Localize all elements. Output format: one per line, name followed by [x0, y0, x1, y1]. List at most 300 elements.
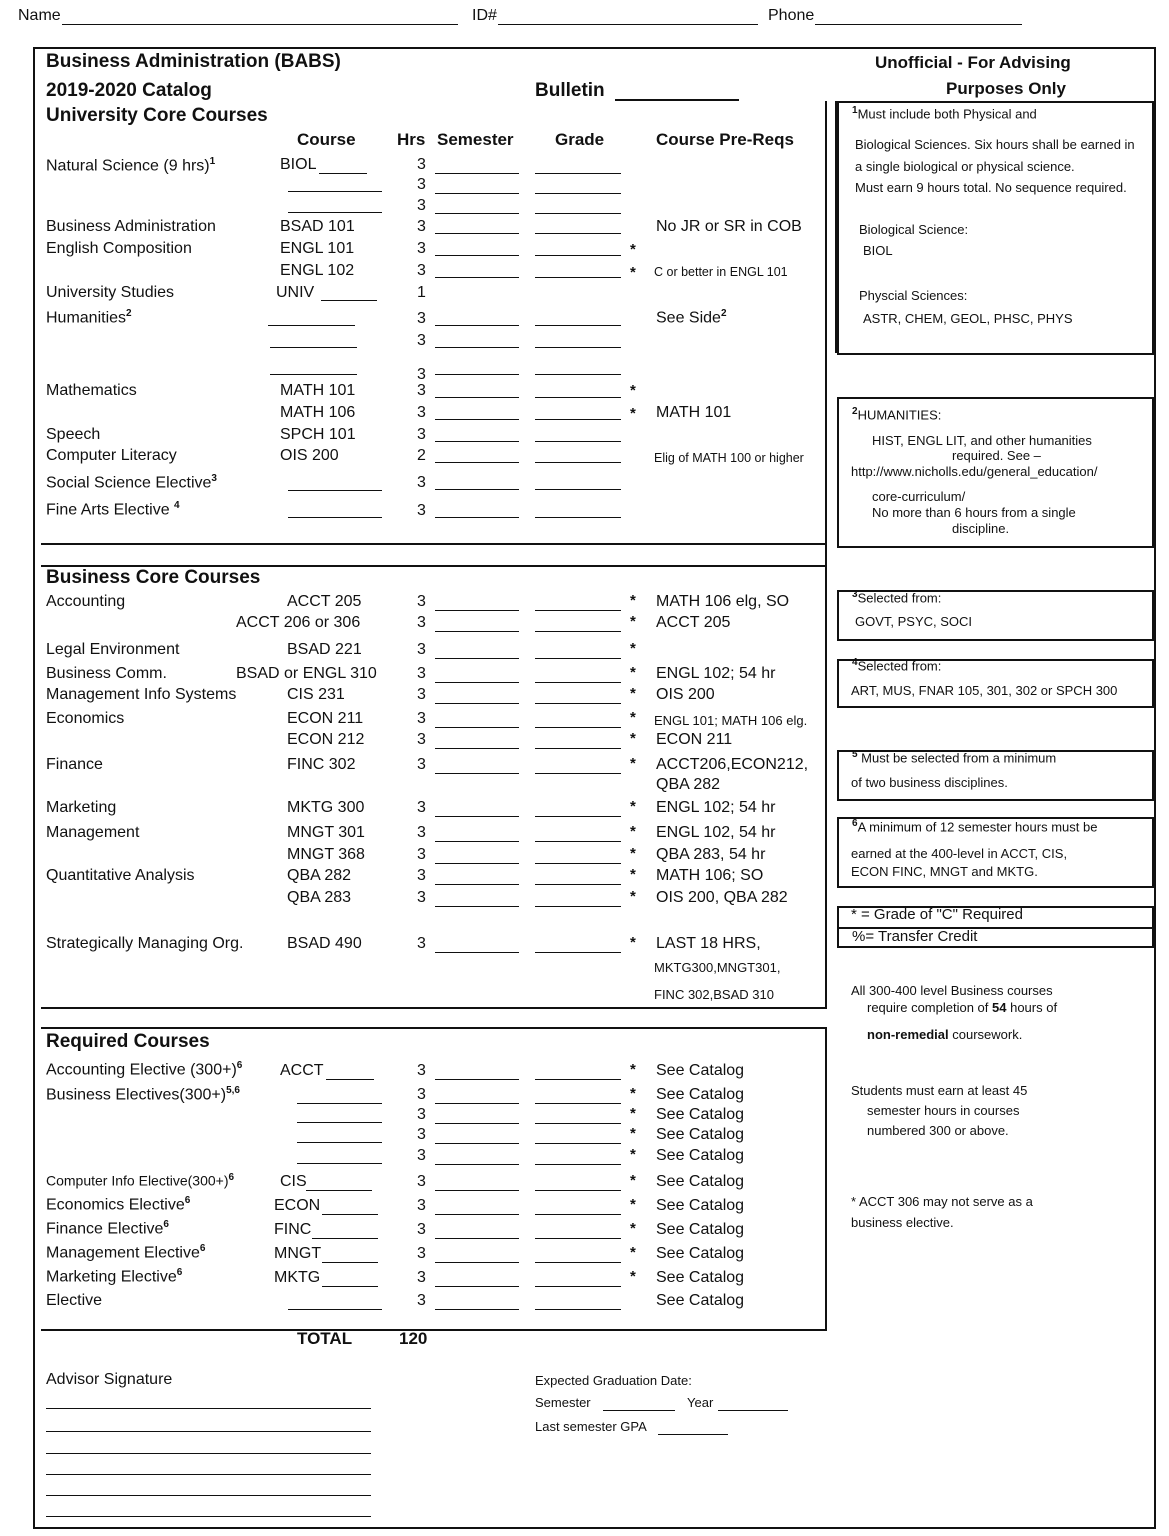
business-admin-label: Business Administration [46, 218, 216, 235]
form-line-field[interactable] [535, 773, 621, 774]
prereq: MATH 106; SO [656, 867, 764, 884]
signature-line[interactable] [46, 1431, 371, 1432]
form-line-field[interactable] [535, 841, 621, 842]
note-2-line-7: discipline. [952, 521, 1010, 536]
hrs-value: 3 [417, 1086, 426, 1103]
divider [41, 543, 827, 545]
grade-c-required-marker: * [630, 709, 636, 726]
form-line-field[interactable] [435, 1262, 519, 1263]
note-5-line-1: $^5$ Must be selected from a minimum [852, 749, 1057, 766]
note-2-line-3: required. See – [952, 448, 1041, 463]
form-line-field[interactable] [435, 1214, 519, 1215]
col-course: Course [297, 130, 356, 149]
prereq: ENGL 101; MATH 106 elg. [654, 713, 808, 728]
id-field[interactable] [498, 24, 758, 25]
hrs-value: 3 [417, 218, 426, 235]
hrs-value: 3 [417, 240, 426, 257]
course-field[interactable] [322, 1286, 378, 1287]
required-heading: Required Courses [46, 1031, 210, 1052]
hrs-value: 3 [417, 710, 426, 727]
see-catalog: See Catalog [656, 1269, 745, 1286]
hrs-value: 3 [417, 1106, 426, 1123]
form-line-field[interactable] [535, 233, 621, 234]
prereq: ENGL 102, 54 hr [656, 824, 776, 841]
hrs-value: 3 [417, 197, 426, 214]
form-line-field[interactable] [535, 1103, 621, 1104]
grade-c-required-marker: * [630, 866, 636, 883]
grade-c-required-marker: * [630, 592, 636, 609]
hrs-value: 3 [417, 846, 426, 863]
form-line-field[interactable] [535, 727, 621, 728]
form-line-field[interactable] [435, 1164, 519, 1165]
hrs-value: 3 [417, 824, 426, 841]
hrs-value: 3 [417, 474, 426, 491]
course-field[interactable] [312, 1238, 378, 1239]
policy-45-line-1: Students must earn at least 45 [851, 1083, 1028, 1098]
business-core-course: BSAD 221 [287, 641, 362, 658]
form-line-field[interactable] [435, 1123, 519, 1124]
form-line-field[interactable] [435, 213, 519, 214]
grade-c-required-marker: * [630, 1105, 636, 1122]
form-line-field[interactable] [535, 884, 621, 885]
course-field[interactable] [297, 1163, 382, 1164]
note-2-line-1: $^2$HUMANITIES: [852, 406, 942, 423]
speech-label: Speech [46, 426, 101, 443]
business-core-course: QBA 282 [287, 867, 352, 884]
form-line-field[interactable] [435, 773, 519, 774]
signature-line[interactable] [46, 1516, 371, 1517]
natural-science-course: BIOL [280, 156, 317, 173]
acct-elective-course: ACCT [280, 1062, 324, 1079]
form-line-field[interactable] [435, 419, 519, 420]
hrs-value: 3 [417, 1062, 426, 1079]
course-field[interactable] [270, 347, 357, 348]
form-line-field[interactable] [435, 233, 519, 234]
form-line-field[interactable] [435, 173, 519, 174]
form-line-field[interactable] [435, 863, 519, 864]
note-4-line-2: ART, MUS, FNAR 105, 301, 302 or SPCH 300 [851, 683, 1118, 698]
hrs-value: 3 [417, 731, 426, 748]
form-line-field[interactable] [435, 255, 519, 256]
prereq: LAST 18 HRS, [656, 935, 761, 952]
see-catalog: See Catalog [656, 1292, 745, 1309]
form-line-field[interactable] [535, 1309, 621, 1310]
note-6-line-1: $^6$A minimum of 12 semester hours must be [852, 818, 1098, 835]
form-line-field[interactable] [435, 952, 519, 953]
course-field[interactable] [268, 325, 355, 326]
form-line-field[interactable] [535, 374, 621, 375]
course-field[interactable] [319, 173, 367, 174]
prereq: MATH 106 elg, SO [656, 593, 790, 610]
form-line-field[interactable] [535, 682, 621, 683]
form-line-field[interactable] [435, 1079, 519, 1080]
humanities-label: Humanities$^2$ [46, 308, 132, 327]
signature-line[interactable] [46, 1495, 371, 1496]
prereq: OIS 200, QBA 282 [656, 889, 788, 906]
note-1-bio: BIOL [863, 243, 893, 258]
form-line-field[interactable] [535, 610, 621, 611]
business-core-label: Marketing [46, 799, 117, 816]
phone-field[interactable] [815, 24, 1022, 25]
business-core-course: FINC 302 [287, 756, 356, 773]
grade-c-required-marker: * [630, 1146, 636, 1163]
mktg-elective-label: Marketing Elective$^6$ [46, 1267, 183, 1286]
business-core-label: Accounting [46, 593, 126, 610]
hrs-value: 3 [417, 935, 426, 952]
year-label: Year [687, 1395, 714, 1410]
hrs-value: 3 [417, 1147, 426, 1164]
form-line-field[interactable] [435, 682, 519, 683]
business-core-course: ACCT 206 or 306 [236, 614, 361, 631]
business-core-label: Legal Environment [46, 641, 180, 658]
grade-c-required-marker: * [630, 934, 636, 951]
course-field[interactable] [321, 300, 377, 301]
business-core-course: BSAD 490 [287, 935, 362, 952]
prereq: ENGL 102; 54 hr [656, 799, 776, 816]
form-line-field[interactable] [535, 489, 621, 490]
form-line-field[interactable] [535, 213, 621, 214]
name-field[interactable] [62, 24, 458, 25]
form-line-field[interactable] [435, 441, 519, 442]
hrs-value: 3 [417, 176, 426, 193]
form-line-field[interactable] [435, 277, 519, 278]
form-line-field[interactable] [535, 462, 621, 463]
hrs-value: 3 [417, 1197, 426, 1214]
policy-54-line-2: require completion of 54 hours of [867, 1000, 1058, 1015]
grade-c-required-marker: * [630, 382, 636, 399]
form-line-field[interactable] [535, 1238, 621, 1239]
grade-c-required-marker: * [630, 241, 636, 258]
business-core-label: Management [46, 824, 140, 841]
prereq: OIS 200 [656, 686, 715, 703]
grad-year-field[interactable] [718, 1410, 788, 1411]
semester-label: Semester [535, 1395, 591, 1410]
form-line-field[interactable] [535, 631, 621, 632]
form-line-field[interactable] [535, 193, 621, 194]
program-title: Business Administration (BABS) [46, 51, 341, 72]
hrs-value: 3 [417, 366, 426, 383]
prereq: MATH 101 [656, 404, 732, 421]
grade-c-required-marker: * [630, 845, 636, 862]
hrs-value: 3 [417, 502, 426, 519]
form-line-field[interactable] [435, 462, 519, 463]
hrs-value: 3 [417, 1245, 426, 1262]
grade-c-required-marker: * [630, 685, 636, 702]
form-line-field[interactable] [435, 517, 519, 518]
grade-c-required-marker: * [630, 264, 636, 281]
form-line-field[interactable] [435, 631, 519, 632]
form-line-field[interactable] [535, 952, 621, 953]
form-line-field[interactable] [535, 1123, 621, 1124]
form-line-field[interactable] [435, 1309, 519, 1310]
unofficial-line1: Unofficial - For Advising [875, 53, 1071, 72]
expected-grad-label: Expected Graduation Date: [535, 1373, 692, 1388]
form-line-field[interactable] [535, 419, 621, 420]
cis-elective-course: CIS [280, 1173, 307, 1190]
econ-elective-label: Economics Elective$^6$ [46, 1195, 191, 1214]
grade-c-required-marker: * [630, 1268, 636, 1285]
prereq: ECON 211 [656, 731, 733, 748]
grad-semester-field[interactable] [603, 1410, 675, 1411]
hrs-value: 3 [417, 799, 426, 816]
course-field[interactable] [326, 1079, 374, 1080]
form-line-field[interactable] [535, 1262, 621, 1263]
form-line-field[interactable] [435, 841, 519, 842]
form-line-field[interactable] [535, 748, 621, 749]
hrs-value: 2 [417, 447, 426, 464]
form-line-field[interactable] [435, 816, 519, 817]
prereq: ENGL 102; 54 hr [656, 665, 776, 682]
see-catalog: See Catalog [656, 1147, 745, 1164]
course-field[interactable] [288, 191, 382, 192]
form-line-field[interactable] [535, 1286, 621, 1287]
name-label: Name [18, 7, 61, 24]
form-line-field[interactable] [535, 517, 621, 518]
grade-c-required-marker: * [630, 1085, 636, 1102]
note-6-line-3: ECON FINC, MNGT and MKTG. [851, 864, 1038, 879]
english-label: English Composition [46, 240, 192, 257]
acct306-line-2: business elective. [851, 1215, 954, 1230]
hrs-value: 3 [417, 426, 426, 443]
business-core-label: Finance [46, 756, 103, 773]
last-gpa-label: Last semester GPA [535, 1419, 647, 1434]
grade-c-required-marker: * [630, 664, 636, 681]
grade-c-required-marker: * [630, 1244, 636, 1261]
form-line-field[interactable] [535, 906, 621, 907]
course-field[interactable] [297, 1122, 382, 1123]
form-line-field[interactable] [435, 748, 519, 749]
col-prereqs: Course Pre-Reqs [656, 130, 794, 149]
form-line-field[interactable] [435, 1143, 519, 1144]
elective-label: Elective [46, 1292, 103, 1309]
form-line-field[interactable] [535, 1190, 621, 1191]
form-line-field[interactable] [435, 1286, 519, 1287]
see-catalog: See Catalog [656, 1221, 745, 1238]
id-label: ID# [472, 7, 497, 24]
grade-c-required-marker: * [630, 1125, 636, 1142]
form-line-field[interactable] [535, 703, 621, 704]
total-value: 120 [399, 1329, 428, 1348]
hrs-value: 3 [417, 262, 426, 279]
form-line-field[interactable] [435, 325, 519, 326]
form-line-field[interactable] [535, 658, 621, 659]
legend-transfer: %= Transfer Credit [852, 928, 978, 945]
form-line-field[interactable] [435, 727, 519, 728]
grade-c-required-marker: * [630, 730, 636, 747]
form-line-field[interactable] [435, 1238, 519, 1239]
see-catalog: See Catalog [656, 1245, 745, 1262]
math-course-2: MATH 106 [280, 404, 356, 421]
grade-c-required-marker: * [630, 613, 636, 630]
mngt-elective-label: Management Elective$^6$ [46, 1243, 206, 1262]
business-core-course: BSAD or ENGL 310 [236, 665, 377, 682]
form-line-field[interactable] [435, 347, 519, 348]
business-core-course: MKTG 300 [287, 799, 365, 816]
legend-grade-c: * = Grade of "C" Required [851, 906, 1023, 923]
policy-45-line-3: numbered 300 or above. [867, 1123, 1009, 1138]
finc-elective-course: FINC [274, 1221, 312, 1238]
hrs-value: 3 [417, 1173, 426, 1190]
course-field[interactable] [288, 490, 382, 491]
hrs-value: 3 [417, 382, 426, 399]
policy-45-line-2: semester hours in courses [867, 1103, 1020, 1118]
hrs-value: 3 [417, 156, 426, 173]
gpa-field[interactable] [658, 1434, 728, 1435]
form-line-field[interactable] [535, 347, 621, 348]
prereq: ACCT206,ECON212, [656, 756, 809, 773]
business-core-label: Economics [46, 710, 125, 727]
see-catalog: See Catalog [656, 1086, 745, 1103]
prereq: C or better in ENGL 101 [654, 265, 788, 279]
note-3-line-1: $^3$Selected from: [852, 589, 942, 606]
form-line-field[interactable] [435, 703, 519, 704]
hrs-value: 3 [417, 665, 426, 682]
grade-c-required-marker: * [630, 823, 636, 840]
course-field[interactable] [297, 1142, 382, 1143]
course-field[interactable] [322, 1262, 378, 1263]
mngt-elective-course: MNGT [274, 1245, 322, 1262]
grade-c-required-marker: * [630, 1220, 636, 1237]
bus-electives-label: Business $Electives(300+)^{5,6}$ [46, 1085, 240, 1104]
mathematics-label: Mathematics [46, 382, 137, 399]
mktg-elective-course: MKTG [274, 1269, 321, 1286]
note-3-line-2: GOVT, PSYC, SOCI [855, 614, 973, 629]
note-1-phys: ASTR, CHEM, GEOL, PHSC, PHYS [863, 311, 1073, 326]
policy-54-line-1: All 300-400 level Business courses [851, 983, 1053, 998]
form-line-field[interactable] [535, 1143, 621, 1144]
form-line-field[interactable] [535, 1164, 621, 1165]
course-field[interactable] [297, 1103, 382, 1104]
grade-c-required-marker: * [630, 1061, 636, 1078]
hrs-value: 3 [417, 867, 426, 884]
see-catalog: See Catalog [656, 1062, 745, 1079]
acct306-line-1: * ACCT 306 may not serve as a [851, 1194, 1033, 1209]
business-core-course: ECON 212 [287, 731, 365, 748]
see-catalog: See Catalog [656, 1197, 745, 1214]
hrs-value: 3 [417, 332, 426, 349]
form-line-field[interactable] [435, 1103, 519, 1104]
course-field[interactable] [288, 517, 382, 518]
form-line-field[interactable] [435, 884, 519, 885]
course-field[interactable] [322, 1214, 378, 1215]
prereq: ACCT 205 [656, 614, 731, 631]
form-line-field[interactable] [535, 173, 621, 174]
english-course-2: ENGL 102 [280, 262, 355, 279]
catalog-year: 2019-2020 Catalog [46, 80, 212, 101]
math-course-1: MATH 101 [280, 382, 356, 399]
hrs-value: 3 [417, 310, 426, 327]
note-1-bio-label: Biological Science: [859, 222, 969, 237]
hrs-value: 3 [417, 593, 426, 610]
note-1-line-1: $^1$Must include both Physical and [852, 105, 1037, 122]
business-core-label: Management Info Systems [46, 686, 237, 703]
prereq: QBA 282 [656, 776, 721, 793]
grade-c-required-marker: * [630, 640, 636, 657]
english-course-1: ENGL 101 [280, 240, 355, 257]
signature-line[interactable] [46, 1408, 371, 1409]
note-5-line-2: of two business disciplines. [851, 775, 1008, 790]
course-field[interactable] [288, 212, 382, 213]
computer-literacy-course: OIS 200 [280, 447, 339, 464]
form-line-field[interactable] [435, 658, 519, 659]
form-line-field[interactable] [435, 1190, 519, 1191]
form-line-field[interactable] [535, 441, 621, 442]
form-line-field[interactable] [535, 397, 621, 398]
course-field[interactable] [288, 1309, 382, 1310]
form-line-field[interactable] [535, 816, 621, 817]
form-line-field[interactable] [435, 906, 519, 907]
course-field[interactable] [306, 1190, 372, 1191]
hrs-value: 3 [417, 1269, 426, 1286]
hrs-value: 3 [417, 404, 426, 421]
signature-line[interactable] [46, 1453, 371, 1454]
prereq: QBA 283, 54 hr [656, 846, 766, 863]
note-1-line-2: Biological Sciences. Six hours shall be earned in [855, 137, 1135, 152]
finc-elective-label: Finance Elective$^6$ [46, 1219, 169, 1238]
see-catalog: See Catalog [656, 1126, 745, 1143]
note-2-line-4: http://www.nicholls.edu/general_education/ [851, 464, 1098, 479]
prereq: Elig of MATH 100 or higher [654, 451, 804, 465]
note-4-line-1: $^4$Selected from: [852, 657, 942, 674]
business-core-heading: Business Core Courses [46, 567, 261, 588]
prereq: FINC 302,BSAD 310 [654, 987, 774, 1002]
business-core-course: CIS 231 [287, 686, 345, 703]
form-line-field[interactable] [435, 610, 519, 611]
grade-c-required-marker: * [630, 798, 636, 815]
grade-c-required-marker: * [630, 1196, 636, 1213]
grade-c-required-marker: * [630, 755, 636, 772]
hrs-value: 3 [417, 1292, 426, 1309]
social-science-label: Social Science Elective$^3$ [46, 473, 217, 492]
business-core-course: MNGT 301 [287, 824, 365, 841]
hrs-value: 3 [417, 756, 426, 773]
signature-line[interactable] [46, 1474, 371, 1475]
advisor-signature-label: Advisor Signature [46, 1371, 173, 1388]
hrs-value: 3 [417, 889, 426, 906]
hrs-value: 3 [417, 1126, 426, 1143]
acct-elective-label: Accounting Elective $(300+)^6$ [46, 1060, 243, 1079]
note-1-phys-label: Physcial Sciences: [859, 288, 968, 303]
see-catalog: See Catalog [656, 1173, 745, 1190]
natural-science-label: Natural Science (9 hrs)$^1$ [46, 156, 216, 175]
prereq: MKTG300,MNGT301, [654, 960, 781, 975]
course-field[interactable] [270, 374, 357, 375]
business-core-label: Business Comm. [46, 665, 167, 682]
prereq: See Side$^2$ [656, 308, 727, 327]
university-core-heading: University Core Courses [46, 105, 268, 126]
form-line-field[interactable] [435, 374, 519, 375]
form-line-field[interactable] [535, 277, 621, 278]
form-line-field[interactable] [535, 1079, 621, 1080]
form-line-field[interactable] [535, 1214, 621, 1215]
business-core-course: MNGT 368 [287, 846, 365, 863]
business-core-course: ECON 211 [287, 710, 364, 727]
business-core-label: Quantitative Analysis [46, 867, 195, 884]
note-1-line-4: Must earn 9 hours total. No sequence required. [855, 180, 1127, 195]
econ-elective-course: ECON [274, 1197, 321, 1214]
grade-c-required-marker: * [630, 1172, 636, 1189]
form-line-field[interactable] [535, 863, 621, 864]
form-line-field[interactable] [535, 255, 621, 256]
grade-c-required-marker: * [630, 405, 636, 422]
form-line-field[interactable] [435, 193, 519, 194]
form-line-field[interactable] [535, 325, 621, 326]
form-line-field[interactable] [435, 397, 519, 398]
form-line-field[interactable] [435, 489, 519, 490]
business-core-label: Strategically Managing Org. [46, 935, 244, 952]
business-admin-course: BSAD 101 [280, 218, 355, 235]
note-2-line-5: core-curriculum/ [872, 489, 966, 504]
